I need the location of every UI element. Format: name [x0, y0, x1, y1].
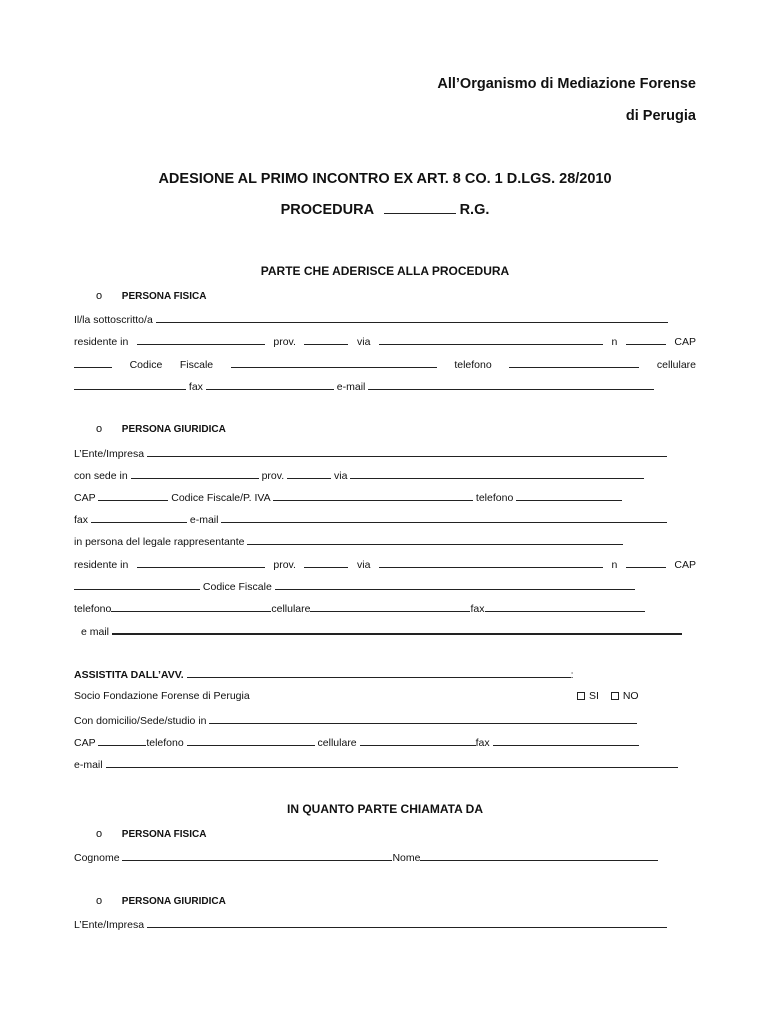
telefono-label: telefono	[454, 359, 492, 371]
ente-field[interactable]	[147, 917, 667, 928]
fiscale-label: Fiscale	[179, 359, 214, 371]
telefono-label: telefono	[74, 603, 112, 615]
n-field[interactable]	[626, 334, 666, 345]
codice-fiscale-label: Codice Fiscale	[202, 581, 272, 593]
codice-label: Codice	[129, 359, 163, 371]
ente-row-2	[74, 917, 696, 931]
telefono-cellulare-row	[74, 601, 696, 615]
subheading-persona-fisica	[96, 290, 206, 302]
email-label: e-mail	[336, 381, 366, 393]
residente-label: residente in	[74, 336, 129, 348]
residente-label: residente in	[74, 559, 129, 571]
prov-field[interactable]	[304, 557, 348, 568]
cognome-nome-row	[74, 850, 696, 864]
cap-field[interactable]	[98, 735, 146, 746]
legale-row	[74, 534, 696, 548]
cap-telefono-row	[74, 735, 696, 749]
no-checkbox[interactable]	[611, 692, 619, 700]
cap-field[interactable]	[74, 579, 200, 590]
prov-label: prov.	[261, 470, 285, 482]
telefono-field[interactable]	[516, 490, 622, 501]
sede-row	[74, 468, 696, 482]
fax-label: fax	[74, 514, 89, 526]
persona-giuridica-label: PERSONA GIURIDICA	[121, 896, 226, 907]
ente-row	[74, 446, 696, 460]
sottoscritto-row	[74, 312, 696, 326]
subheading-persona-fisica-2	[96, 828, 206, 840]
telefono-field[interactable]	[509, 357, 639, 368]
residente-row	[74, 334, 696, 348]
fax-field[interactable]	[91, 512, 187, 523]
residente-field[interactable]	[137, 334, 265, 345]
residente-row	[74, 557, 696, 571]
domicilio-row	[74, 713, 696, 727]
prov-field[interactable]	[304, 334, 348, 345]
recipient-line-2: di Perugia	[625, 108, 696, 124]
nome-label: Nome	[392, 852, 421, 864]
procedura-line	[0, 202, 770, 218]
domicilio-field[interactable]	[209, 713, 637, 724]
cellulare-label: cellulare	[656, 359, 696, 371]
cap-label: CAP	[74, 737, 96, 749]
nome-field[interactable]	[420, 850, 658, 861]
telefono-field[interactable]	[111, 601, 271, 612]
codice-fiscale-row	[74, 357, 696, 371]
via-label: via	[357, 559, 371, 571]
assistita-row	[74, 667, 696, 681]
recipient-line-1: All’Organismo di Mediazione Forense	[437, 76, 696, 92]
via-label: via	[357, 336, 371, 348]
telefono-field[interactable]	[187, 735, 315, 746]
ente-field[interactable]	[147, 446, 667, 457]
fax-field[interactable]	[485, 601, 645, 612]
legale-rappresentante-field[interactable]	[247, 534, 623, 545]
telefono-label: telefono	[146, 737, 184, 749]
cognome-field[interactable]	[122, 850, 392, 861]
cap-label: CAP	[674, 559, 696, 571]
fax-field[interactable]	[493, 735, 639, 746]
procedura-label: PROCEDURA	[280, 202, 374, 218]
email-label: e-mail	[189, 514, 219, 526]
procedura-number-field[interactable]	[384, 203, 456, 214]
via-field[interactable]	[350, 468, 644, 479]
bullet-icon: o	[96, 828, 103, 840]
email-field[interactable]	[368, 379, 654, 390]
rg-label: R.G.	[459, 202, 490, 218]
bullet-icon: o	[96, 423, 103, 435]
section-heading-aderisce: PARTE CHE ADERISCE ALLA PROCEDURA	[260, 264, 510, 278]
email-field[interactable]	[106, 757, 678, 768]
document-title: ADESIONE AL PRIMO INCONTRO EX ART. 8 CO. 1 D.LGS. 28/2010	[158, 171, 612, 187]
si-label: SI	[589, 690, 599, 702]
cap-field[interactable]	[74, 357, 112, 368]
avvocato-field[interactable]	[187, 667, 571, 678]
n-field[interactable]	[626, 557, 666, 568]
codice-fiscale-row	[74, 579, 696, 593]
subheading-persona-giuridica-2	[96, 895, 226, 907]
fax-label: fax	[188, 381, 203, 393]
bullet-icon: o	[96, 290, 103, 302]
email-label: e-mail	[74, 759, 103, 771]
fax-label: fax	[470, 603, 485, 615]
persona-giuridica-label: PERSONA GIURIDICA	[121, 424, 226, 435]
ente-label: L’Ente/Impresa	[74, 448, 145, 460]
cap-label: CAP	[674, 336, 696, 348]
n-label: n	[611, 336, 618, 348]
email2-label: e mail	[81, 626, 110, 638]
cellulare-field[interactable]	[360, 735, 476, 746]
email-field[interactable]	[221, 512, 667, 523]
cap-piva-row	[74, 490, 696, 504]
prov-label: prov.	[273, 559, 296, 571]
sottoscritto-field[interactable]	[156, 312, 668, 323]
socio-options	[577, 690, 639, 702]
fax-label: fax	[475, 737, 490, 749]
socio-row	[74, 690, 696, 702]
via-label: via	[333, 470, 348, 482]
domicilio-label: Con domicilio/Sede/studio in	[74, 715, 207, 727]
codice-fiscale-field[interactable]	[275, 579, 635, 590]
bullet-icon: o	[96, 895, 103, 907]
persona-fisica-label: PERSONA FISICA	[121, 291, 207, 302]
prov-field[interactable]	[287, 468, 331, 479]
fax-email-row	[74, 379, 696, 393]
telefono-label: telefono	[475, 492, 514, 504]
cap-label: CAP	[74, 492, 96, 504]
n-label: n	[611, 559, 618, 571]
si-checkbox[interactable]	[577, 692, 585, 700]
email2-field[interactable]	[112, 623, 682, 635]
prov-label: prov.	[273, 336, 296, 348]
assistita-label: ASSISTITA DALL’AVV.	[74, 669, 184, 681]
assistita-colon: :	[570, 669, 574, 681]
email-row	[74, 757, 696, 771]
cellulare-label: cellulare	[317, 737, 357, 749]
sottoscritto-label: Il/la sottoscritto/a	[74, 314, 153, 326]
fax-field[interactable]	[206, 379, 334, 390]
cap-field[interactable]	[98, 490, 168, 501]
cellulare-field[interactable]	[310, 601, 470, 612]
legale-rappresentante-label: in persona del legale rappresentante	[74, 536, 245, 548]
persona-fisica-label: PERSONA FISICA	[121, 829, 207, 840]
codice-fiscale-field[interactable]	[231, 357, 437, 368]
socio-label: Socio Fondazione Forense di Perugia	[74, 690, 250, 702]
con-sede-field[interactable]	[131, 468, 259, 479]
section-heading-chiamata: IN QUANTO PARTE CHIAMATA DA	[287, 802, 483, 816]
ente-label: L’Ente/Impresa	[74, 919, 145, 931]
cognome-label: Cognome	[74, 852, 120, 864]
email2-row	[81, 623, 689, 638]
con-sede-label: con sede in	[74, 470, 128, 482]
cellulare-label: cellulare	[271, 603, 311, 615]
codice-fiscale-piva-field[interactable]	[273, 490, 473, 501]
subheading-persona-giuridica	[96, 423, 226, 435]
cellulare-field[interactable]	[74, 379, 186, 390]
via-field[interactable]	[379, 557, 603, 568]
no-label: NO	[622, 690, 639, 702]
via-field[interactable]	[379, 334, 603, 345]
codice-fiscale-piva-label: Codice Fiscale/P. IVA	[171, 492, 271, 504]
fax-email-row	[74, 512, 696, 526]
residente-field[interactable]	[137, 557, 265, 568]
